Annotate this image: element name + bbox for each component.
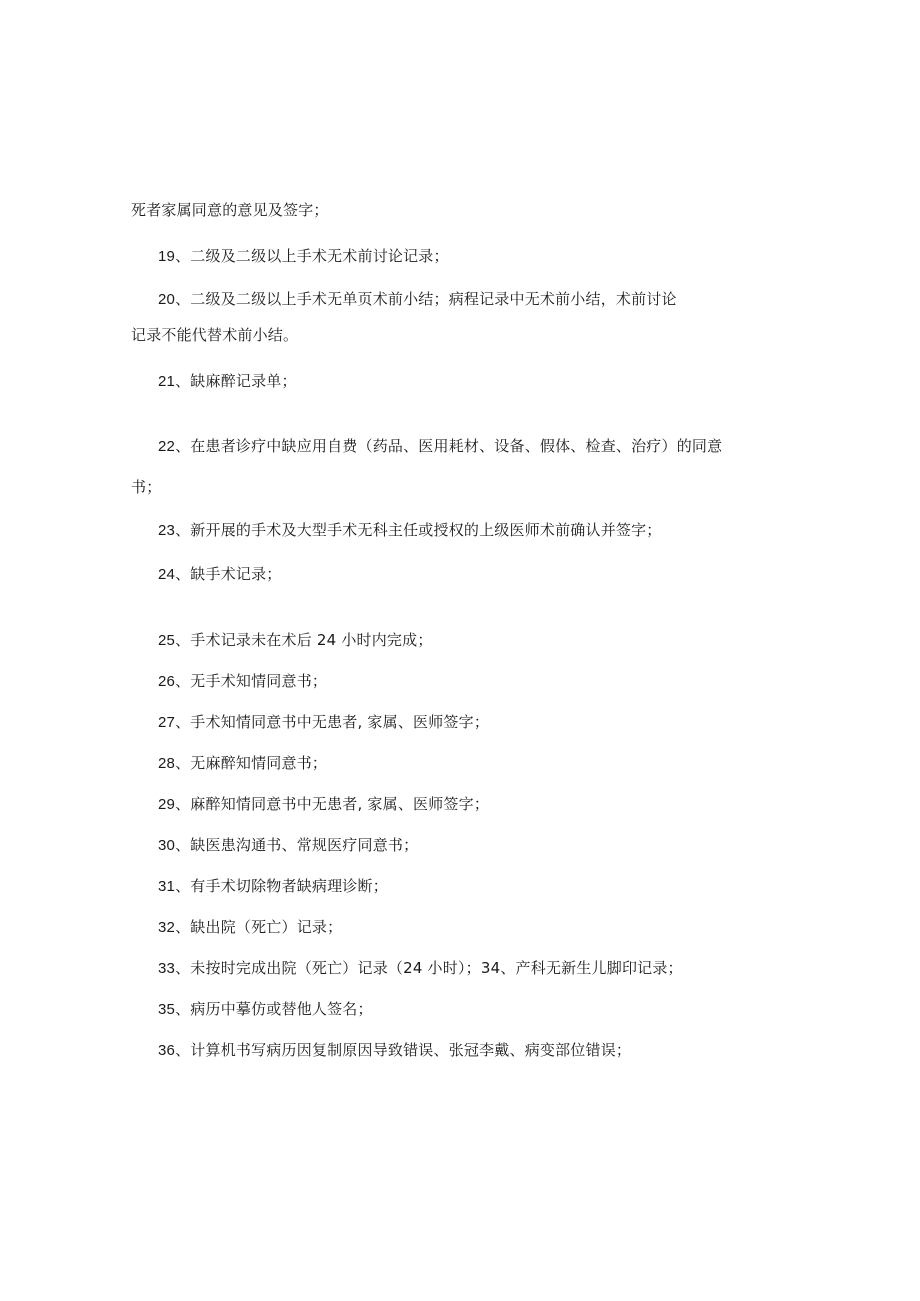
list-item <box>158 371 297 392</box>
item-text: 、无手术知情同意书； <box>175 672 328 690</box>
item-number: 22 <box>158 438 176 455</box>
item-text: 、二级及二级以上手术无术前讨论记录； <box>175 247 449 265</box>
item-number: 21 <box>158 373 176 390</box>
item-number: 31 <box>158 878 176 895</box>
list-item <box>158 712 489 733</box>
list-item <box>158 564 282 585</box>
item-text: 、新开展的手术及大型手术无科主任或授权的上级医师术前确认并签字； <box>175 521 662 539</box>
text-line <box>131 325 298 345</box>
item-number: 28 <box>158 755 176 772</box>
list-item <box>158 999 373 1020</box>
text-line <box>131 200 329 220</box>
item-number: 25 <box>158 632 176 649</box>
item-number: 35 <box>158 1001 176 1018</box>
item-number: 20 <box>158 291 176 308</box>
line-text: 书； <box>131 478 162 496</box>
item-text: 、计算机书写病历因复制原因导致错误、张冠李戴、病变部位错误； <box>175 1041 632 1059</box>
list-item <box>158 1040 631 1061</box>
item-number: 24 <box>158 566 176 583</box>
list-item <box>158 520 662 541</box>
item-number: 26 <box>158 673 176 690</box>
item-number: 32 <box>158 919 176 936</box>
item-text: 、有手术切除物者缺病理诊断； <box>175 877 388 895</box>
item-number: 29 <box>158 796 176 813</box>
list-item <box>158 436 722 457</box>
line-text: 记录不能代替术前小结。 <box>131 326 299 344</box>
item-text: 、在患者诊疗中缺应用自费（药品、医用耗材、设备、假体、检查、治疗）的同意 <box>175 437 723 455</box>
item-number: 33 <box>158 960 176 977</box>
list-item <box>158 794 489 815</box>
item-number: 30 <box>158 837 176 854</box>
list-item <box>158 876 388 897</box>
item-number: 36 <box>158 1042 176 1059</box>
item-number: 19 <box>158 248 176 265</box>
item-text: 、病历中摹仿或替他人签名； <box>175 1000 373 1018</box>
text-line <box>131 477 161 497</box>
item-text: 、缺医患沟通书、常规医疗同意书； <box>175 836 419 854</box>
item-text: 、麻醉知情同意书中无患者, 家属、医师签字； <box>175 795 490 813</box>
item-text: 、手术知情同意书中无患者, 家属、医师签字； <box>175 713 490 731</box>
item-number: 27 <box>158 714 176 731</box>
item-number: 23 <box>158 522 176 539</box>
list-item <box>158 289 677 310</box>
item-text: 、二级及二级以上手术无单页术前小结；病程记录中无术前小结，术前讨论 <box>175 290 677 308</box>
item-text: 、缺出院（死亡）记录； <box>175 918 343 936</box>
item-text: 、缺麻醉记录单； <box>175 372 297 390</box>
list-item <box>158 835 418 856</box>
item-text: 、无麻醉知情同意书； <box>175 754 328 772</box>
list-item <box>158 671 327 692</box>
list-item <box>158 246 449 267</box>
list-item <box>158 630 433 651</box>
item-text: 、未按时完成出院（死亡）记录（24 小时）；34、产科无新生儿脚印记录； <box>175 959 683 977</box>
list-item <box>158 958 683 979</box>
item-text: 、缺手术记录； <box>175 565 282 583</box>
list-item <box>158 753 327 774</box>
list-item <box>158 917 342 938</box>
item-text: 、手术记录未在术后 24 小时内完成； <box>175 631 433 649</box>
line-text: 死者家属同意的意见及签字； <box>131 201 329 219</box>
